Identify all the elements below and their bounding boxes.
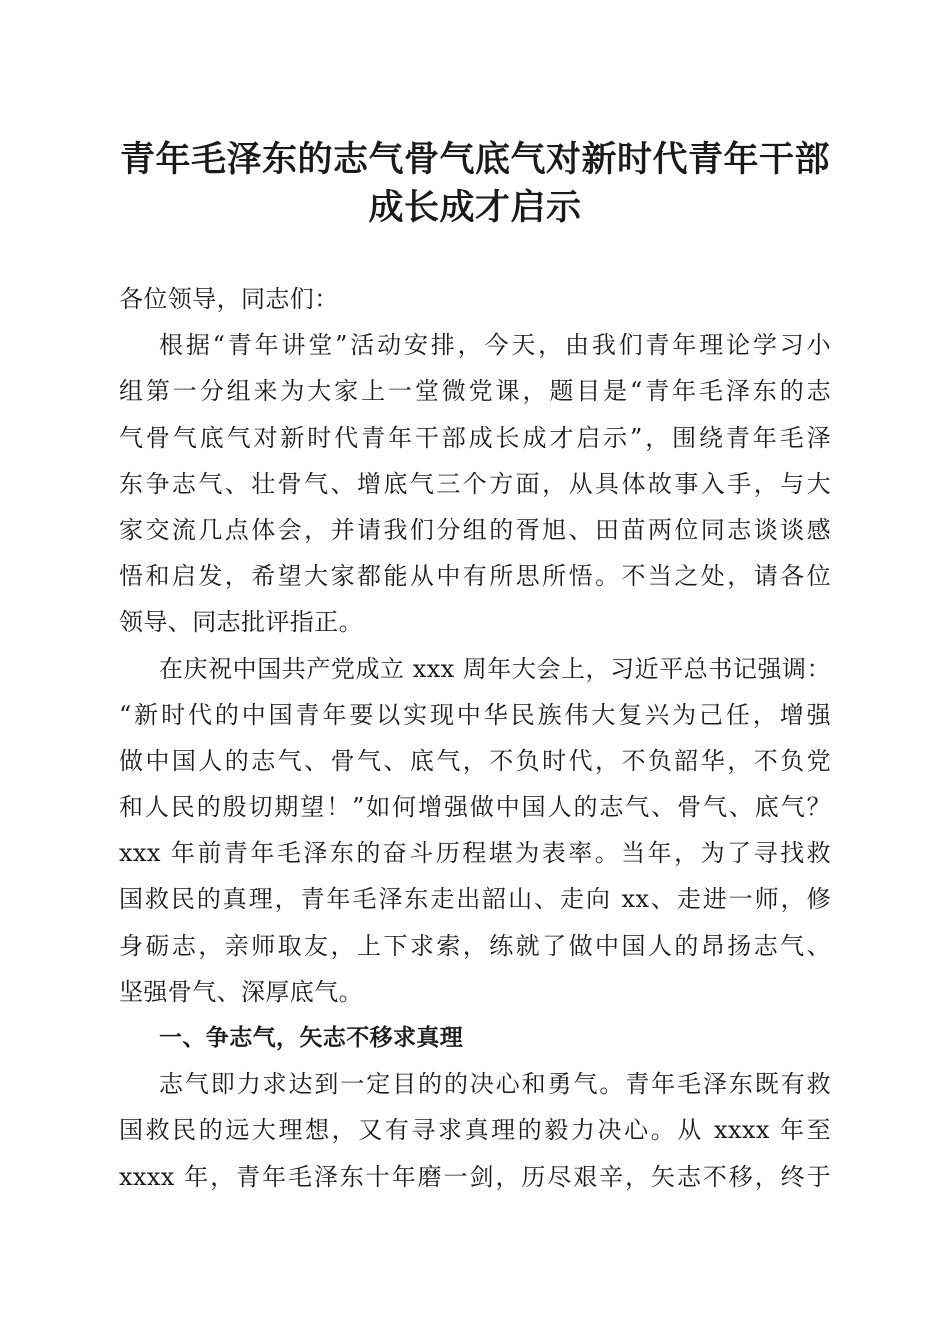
paragraph-line: 组第一分组来为大家上一堂微党课，题目是“青年毛泽东的志 — [119, 377, 831, 406]
paragraph-line: 和人民的殷切期望！”如何增强做中国人的志气、骨气、底气？ — [119, 793, 831, 822]
greeting: 各位领导，同志们： — [119, 285, 339, 313]
paragraph-line: 做中国人的志气、骨气、底气，不负时代，不负韶华，不负党 — [119, 746, 831, 775]
paragraph-line: 国救民的真理，青年毛泽东走出韶山、走向 xx、走进一师，修 — [119, 885, 831, 914]
paragraph-line: 悟和启发，希望大家都能从中有所思所悟。不当之处，请各位 — [119, 562, 831, 591]
paragraph-2 — [119, 646, 831, 1016]
paragraph-line: 领导、同志批评指正。 — [119, 608, 363, 637]
document-body — [119, 276, 831, 1200]
document-title-line-2: 成长成才启示 — [368, 187, 582, 228]
paragraph-line: 坚强骨气、深厚底气。 — [119, 977, 363, 1006]
paragraph-line: 东争志气、壮骨气、增底气三个方面，从具体故事入手，与大 — [119, 469, 831, 498]
paragraph-1 — [119, 322, 831, 645]
paragraph-line: 身砺志，亲师取友，上下求索，练就了做中国人的昂扬志气、 — [119, 931, 831, 960]
paragraph-line: 在庆祝中国共产党成立 xxx 周年大会上，习近平总书记强调： — [159, 654, 831, 683]
document-title-line-1: 青年毛泽东的志气骨气底气对新时代青年干部 — [119, 139, 830, 180]
paragraph-line: 国救民的远大理想，又有寻求真理的毅力决心。从 xxxx 年至 — [119, 1116, 831, 1145]
section-heading: 一、争志气，矢志不移求真理 — [159, 1025, 464, 1051]
paragraph-line: 气骨气底气对新时代青年干部成长成才启示”，围绕青年毛泽 — [119, 423, 831, 452]
paragraph-line: 志气即力求达到一定目的的决心和勇气。青年毛泽东既有救 — [159, 1070, 831, 1099]
paragraph-3 — [119, 1061, 831, 1200]
paragraph-line: 根据“青年讲堂”活动安排，今天，由我们青年理论学习小 — [159, 331, 831, 360]
paragraph-line: xxxx 年，青年毛泽东十年磨一剑，历尽艰辛，矢志不移，终于 — [119, 1162, 831, 1191]
paragraph-line: “新时代的中国青年要以实现中华民族伟大复兴为己任，增强 — [119, 700, 831, 729]
paragraph-line: 家交流几点体会，并请我们分组的胥旭、田苗两位同志谈谈感 — [119, 515, 831, 544]
paragraph-line: xxx 年前青年毛泽东的奋斗历程堪为表率。当年，为了寻找救 — [119, 839, 831, 868]
